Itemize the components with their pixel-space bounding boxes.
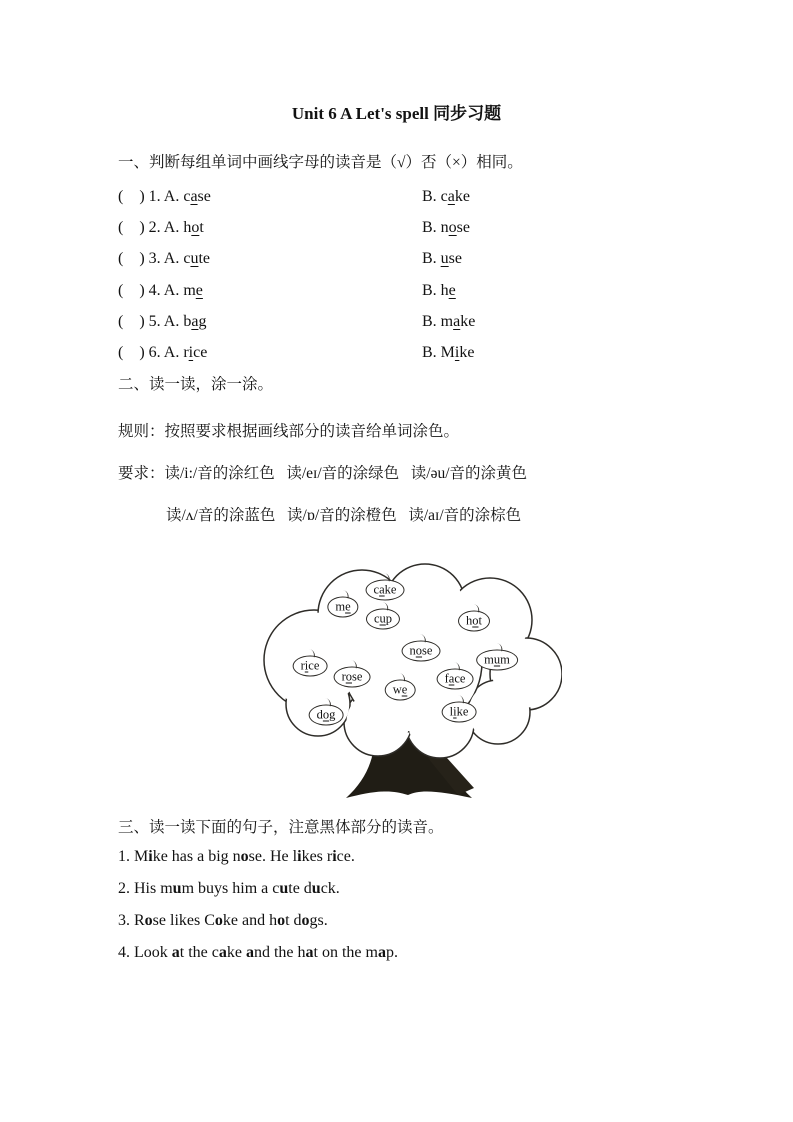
apple-rice: rice xyxy=(293,656,328,677)
question-6-option-a: ( ) 6. A. rice xyxy=(118,344,208,362)
sentence-4: 4. Look at the cake and the hat on the map. xyxy=(118,944,398,961)
section1-heading: 一、判断每组单词中画线字母的读音是（√）否（×）相同。 xyxy=(118,154,523,171)
section3-heading: 三、读一读下面的句子，注意黑体部分的读音。 xyxy=(118,819,444,836)
question-6-option-b: B. Mike xyxy=(422,344,475,362)
coloring-rule: 规则：按照要求根据画线部分的读音给单词涂色。 xyxy=(118,423,460,440)
question-row-6 xyxy=(118,337,718,368)
apple-cup: cup xyxy=(366,609,400,630)
apple-me: me xyxy=(327,597,358,618)
tree-graphic xyxy=(262,562,562,802)
question-4-option-b: B. he xyxy=(422,281,456,299)
question-2-option-a: ( ) 2. A. hot xyxy=(118,218,204,236)
question-row-1 xyxy=(118,181,718,212)
coloring-requirements-line1: 要求：读/i:/音的涂红色 读/eɪ/音的涂绿色 读/əu/音的涂黄色 xyxy=(118,465,528,482)
sentence-2: 2. His mum buys him a cute duck. xyxy=(118,880,340,897)
apple-rose: rose xyxy=(334,667,371,688)
question-row-4 xyxy=(118,275,718,306)
question-5-option-a: ( ) 5. A. bag xyxy=(118,312,207,330)
apple-mum: mum xyxy=(476,650,518,671)
question-4-option-a: ( ) 4. A. me xyxy=(118,281,203,299)
question-3-option-b: B. use xyxy=(422,250,462,268)
question-3-option-a: ( ) 3. A. cute xyxy=(118,250,210,268)
word-tree-illustration xyxy=(262,562,562,802)
section1-question-list xyxy=(118,181,718,369)
apple-face: face xyxy=(437,669,474,690)
question-5-option-b: B. make xyxy=(422,312,476,330)
apple-nose: nose xyxy=(402,641,441,662)
sentence-1: 1. Mike has a big nose. He likes rice. xyxy=(118,848,355,865)
apple-we: we xyxy=(385,680,416,701)
question-1-option-a: ( ) 1. A. case xyxy=(118,187,211,205)
apple-hot: hot xyxy=(458,611,490,632)
question-2-option-b: B. nose xyxy=(422,218,470,236)
question-row-2 xyxy=(118,212,718,243)
question-row-3 xyxy=(118,244,718,275)
section2-heading: 二、读一读，涂一涂。 xyxy=(118,376,274,393)
apple-dog: dog xyxy=(309,705,344,726)
coloring-requirements-line2: 读/ʌ/音的涂蓝色 读/ɒ/音的涂橙色 读/aɪ/音的涂棕色 xyxy=(166,507,522,524)
apple-like: like xyxy=(442,702,477,723)
question-1-option-b: B. cake xyxy=(422,187,470,205)
page-title: Unit 6 A Let's spell 同步习题 xyxy=(291,104,502,123)
sentence-3: 3. Rose likes Coke and hot dogs. xyxy=(118,912,328,929)
apple-cake: cake xyxy=(366,580,405,601)
question-row-5 xyxy=(118,306,718,337)
